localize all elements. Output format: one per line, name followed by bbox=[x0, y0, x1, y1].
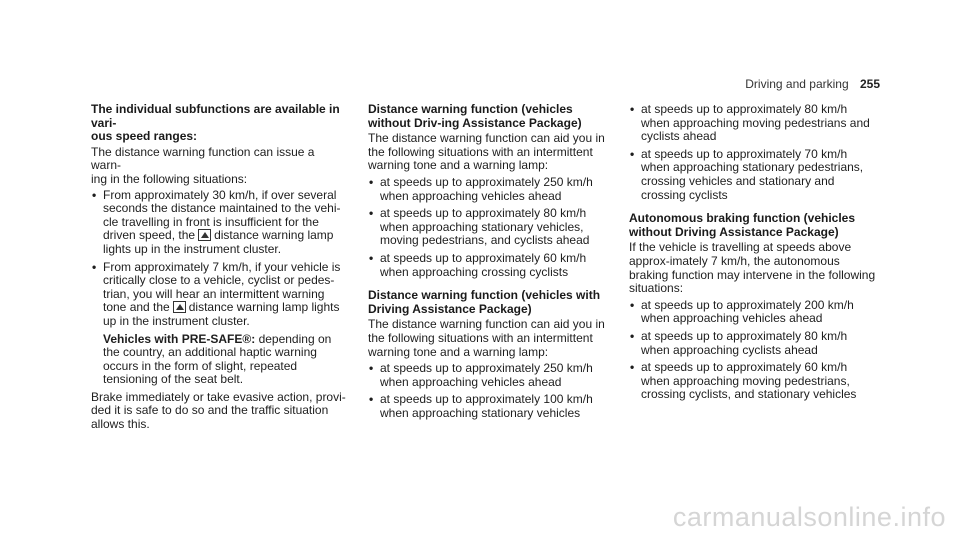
col1-closing: Brake immediately or take evasive action, provi-ded it is safe to do so and the traffic situation allows this. bbox=[91, 389, 346, 432]
distance-warning-icon bbox=[198, 229, 211, 241]
list-item: • From approximately 30 km/h, if over several seconds the distance maintained to the vehi-cle travelling in front is insufficient for the driven speed, the distance warning lamp lights up in the instrument cluster. bbox=[91, 189, 346, 257]
col1-intro: The distance warning function can issue a warn- ing in the following situations: bbox=[91, 144, 315, 186]
list-item: • From approximately 7 km/h, if your vehicle is critically close to a vehicle, cyclist or pedes-trian, you will hear an intermittent warning tone and the distance warning lamp lights up in the instrument cluster. bbox=[91, 261, 346, 329]
column-2 bbox=[368, 103, 613, 424]
column-1 bbox=[91, 103, 346, 432]
col2-list-1 bbox=[368, 176, 613, 279]
col2-list-2 bbox=[368, 362, 613, 420]
page-header bbox=[745, 78, 880, 92]
list-item: • at speeds up to approximately 250 km/h when approaching vehicles ahead bbox=[368, 176, 613, 203]
list-item: • at speeds up to approximately 60 km/h when approaching moving pedestrians, crossing cyclists, and stationary vehicles bbox=[629, 361, 879, 402]
presafe-text: depending on the country, an additional haptic warning occurs in the form of slight, repeated tensioning of the seat belt. bbox=[103, 331, 332, 387]
watermark: carmanualsonline.info bbox=[672, 502, 946, 533]
autonomous-braking-heading: Autonomous braking function (vehicles without Driving Assistance Package) bbox=[629, 211, 856, 239]
list-item: • at speeds up to approximately 80 km/h when approaching cyclists ahead bbox=[629, 330, 879, 357]
col1-list bbox=[91, 189, 346, 329]
list-item: • at speeds up to approximately 60 km/h when approaching crossing cyclists bbox=[368, 252, 613, 279]
section-title: Driving and parking bbox=[745, 77, 849, 91]
list-item: • at speeds up to approximately 250 km/h when approaching vehicles ahead bbox=[368, 362, 613, 389]
page-number: 255 bbox=[859, 77, 880, 91]
list-item: • at speeds up to approximately 100 km/h when approaching stationary vehicles bbox=[368, 393, 613, 420]
list-item: • at speeds up to approximately 80 km/h when approaching stationary vehicles, moving pedestrians, and cyclists ahead bbox=[368, 207, 613, 248]
distance-warning-icon bbox=[173, 301, 186, 313]
col2-intro-2: The distance warning function can aid you in the following situations with an intermittent warning tone and a warning lamp: bbox=[368, 317, 605, 359]
col3-list-1 bbox=[629, 103, 879, 202]
list-item: • at speeds up to approximately 70 km/h when approaching stationary pedestrians, crossing vehicles and stationary and crossing cyclists bbox=[629, 148, 879, 202]
heading-without-dap: Distance warning function (vehicles without Driv-ing Assistance Package) bbox=[368, 102, 582, 130]
presafe-label: Vehicles with PRE-SAFE®: bbox=[103, 331, 256, 346]
presafe-note bbox=[91, 333, 346, 387]
subfunctions-heading: The individual subfunctions are available in vari- ous speed ranges: bbox=[91, 102, 340, 144]
list-item: • at speeds up to approximately 80 km/h when approaching moving pedestrians and cyclists ahead bbox=[629, 103, 879, 144]
list-item: • at speeds up to approximately 200 km/h when approaching vehicles ahead bbox=[629, 299, 879, 326]
col3-intro: If the vehicle is travelling at speeds above approx-imately 7 km/h, the autonomous braking function may intervene in the following situations: bbox=[629, 240, 876, 296]
column-3 bbox=[629, 103, 879, 406]
col3-list-2 bbox=[629, 299, 879, 402]
col2-intro-1: The distance warning function can aid you in the following situations with an intermittent warning tone and a warning lamp: bbox=[368, 131, 605, 173]
heading-with-dap: Distance warning function (vehicles with Driving Assistance Package) bbox=[368, 288, 601, 316]
